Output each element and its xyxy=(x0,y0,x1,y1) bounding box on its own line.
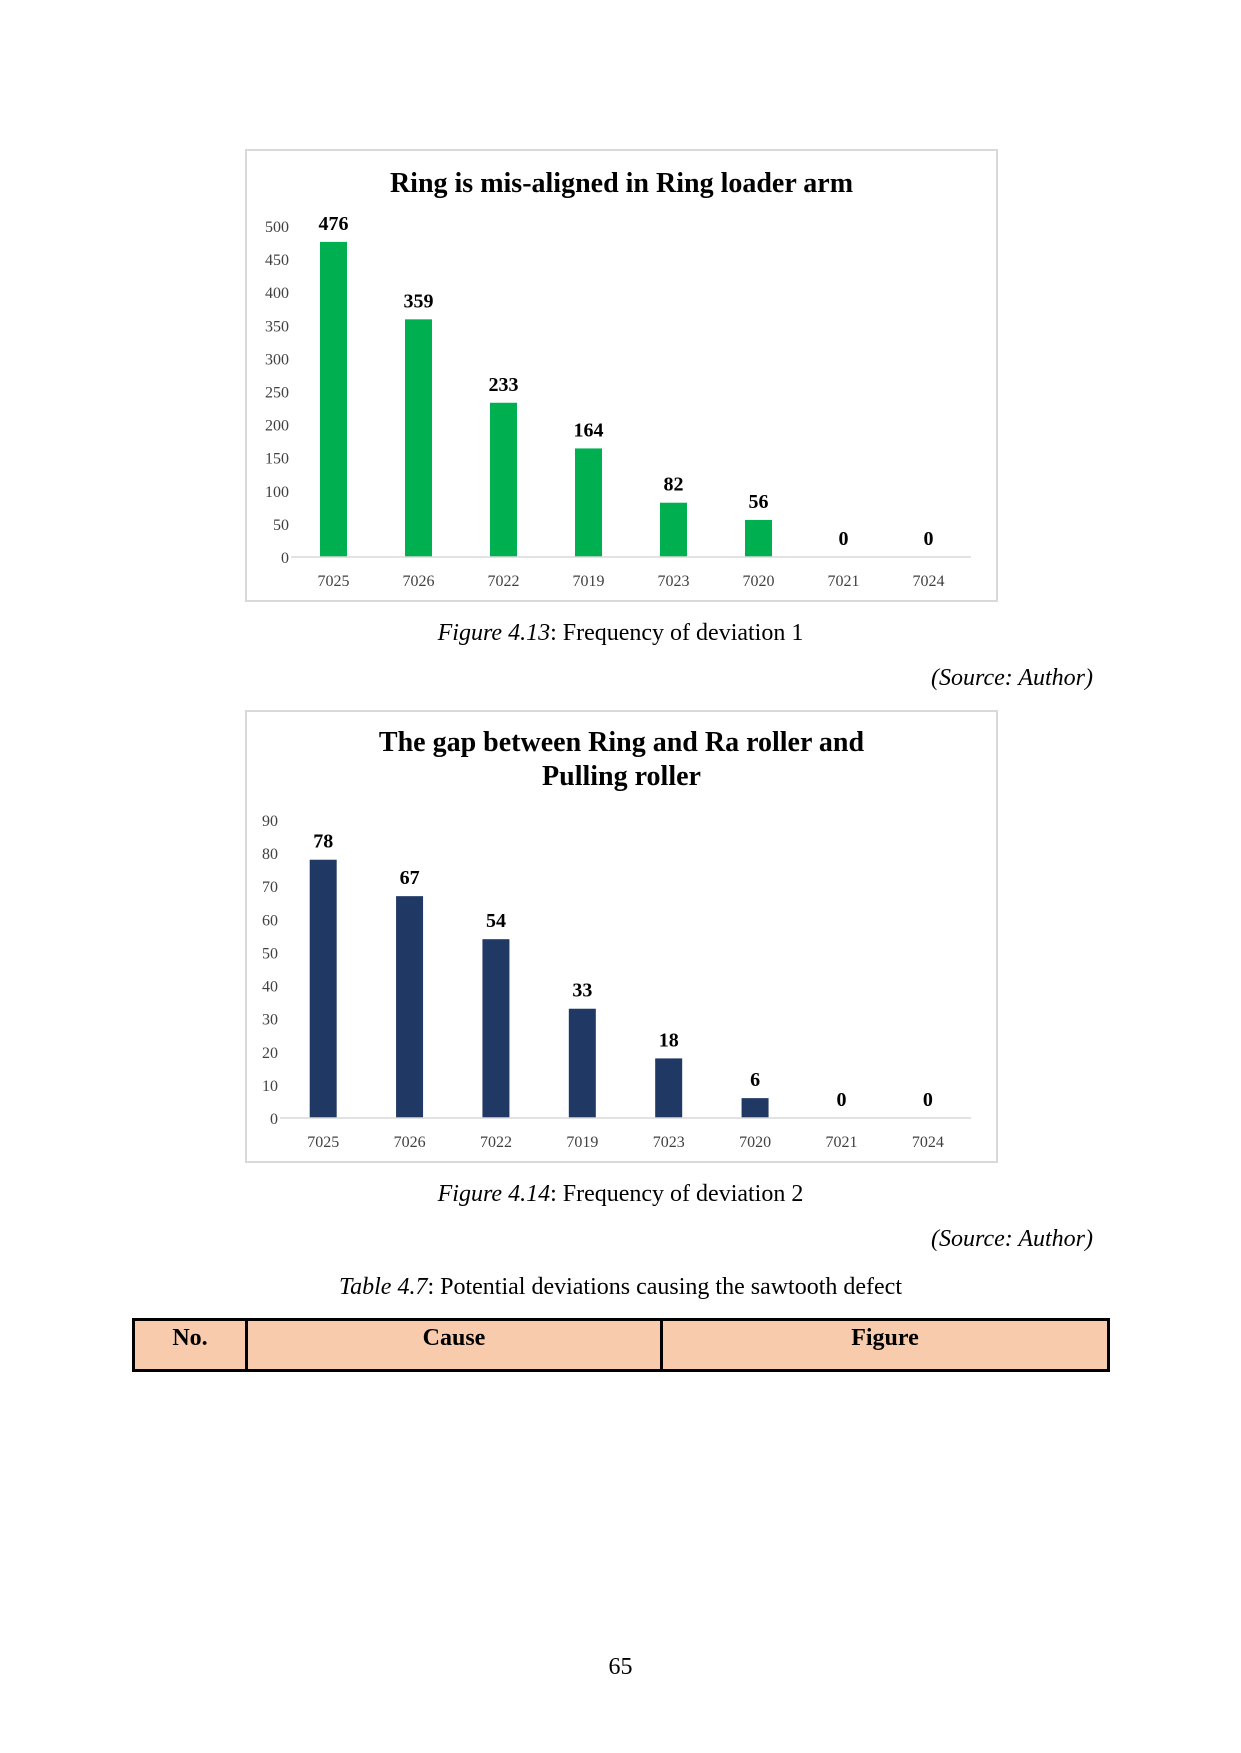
bar xyxy=(569,1009,596,1118)
bar xyxy=(660,503,687,557)
header-no: No. xyxy=(134,1320,247,1371)
table-header-row xyxy=(134,1320,1109,1371)
y-tick-label: 400 xyxy=(265,285,289,303)
x-tick-label: 7025 xyxy=(317,573,350,590)
y-tick-label: 50 xyxy=(262,945,278,963)
bar xyxy=(482,939,509,1118)
deviation-table xyxy=(132,1318,1110,1372)
page-number: 65 xyxy=(608,1654,633,1680)
x-tick-label: 7022 xyxy=(487,573,520,590)
y-tick-label: 350 xyxy=(265,318,289,336)
x-tick-label: 7022 xyxy=(479,1134,512,1151)
x-tick-label: 7019 xyxy=(566,1134,599,1151)
caption-text: : Frequency of deviation 2 xyxy=(550,1181,804,1207)
chart-2-title-line-2: Pulling roller xyxy=(542,761,701,792)
chart-1-title: Ring is mis-aligned in Ring loader arm xyxy=(389,168,854,199)
table-4-7-caption xyxy=(0,1274,1241,1301)
chart-2-title-line-1: The gap between Ring and Ra roller and xyxy=(378,727,865,758)
data-label: 67 xyxy=(399,867,420,890)
bar xyxy=(490,403,517,557)
y-tick-label: 70 xyxy=(262,879,278,897)
data-label: 476 xyxy=(318,212,349,235)
y-tick-label: 60 xyxy=(262,912,278,930)
data-label: 33 xyxy=(572,979,593,1002)
bar xyxy=(655,1058,682,1118)
y-tick-label: 50 xyxy=(273,516,289,534)
y-tick-label: 20 xyxy=(262,1044,278,1062)
y-tick-label: 30 xyxy=(262,1011,278,1029)
bar xyxy=(742,1098,769,1118)
y-tick-label: 80 xyxy=(262,846,278,864)
chart-1 xyxy=(245,149,998,602)
data-label: 0 xyxy=(922,1089,933,1111)
x-tick-label: 7026 xyxy=(393,1134,426,1151)
chart-2-plot xyxy=(247,712,1000,1165)
header-figure: Figure xyxy=(662,1320,1109,1371)
y-tick-label: 450 xyxy=(265,252,289,270)
y-tick-label: 500 xyxy=(265,219,289,236)
figure-4-13-source: (Source: Author) xyxy=(931,665,1093,691)
bar xyxy=(396,896,423,1118)
header-cause: Cause xyxy=(247,1320,662,1371)
data-label: 54 xyxy=(485,910,506,933)
data-label: 0 xyxy=(838,528,849,550)
chart-1-plot xyxy=(247,151,1000,604)
y-tick-label: 0 xyxy=(281,550,289,567)
y-tick-label: 150 xyxy=(265,450,289,468)
data-label: 359 xyxy=(403,290,434,313)
caption-text: : Potential deviations causing the sawtooth defect xyxy=(427,1274,903,1300)
x-tick-label: 7024 xyxy=(911,1134,944,1151)
caption-label: Figure 4.14 xyxy=(437,1181,551,1207)
x-tick-label: 7019 xyxy=(572,573,605,590)
bar xyxy=(320,242,347,557)
y-tick-label: 90 xyxy=(262,813,278,830)
data-label: 233 xyxy=(488,373,519,396)
bar xyxy=(745,520,772,557)
chart-2 xyxy=(245,710,998,1163)
x-tick-label: 7023 xyxy=(652,1134,685,1151)
x-tick-label: 7021 xyxy=(825,1134,858,1151)
bar xyxy=(310,860,337,1118)
x-tick-label: 7020 xyxy=(742,573,775,590)
data-label: 0 xyxy=(836,1089,847,1111)
y-tick-label: 300 xyxy=(265,351,289,369)
figure-4-14-source: (Source: Author) xyxy=(931,1226,1093,1252)
bar xyxy=(575,448,602,557)
data-label: 0 xyxy=(923,528,934,550)
data-label: 18 xyxy=(658,1029,679,1052)
caption-label: Figure 4.13 xyxy=(437,620,551,646)
y-tick-label: 200 xyxy=(265,417,289,435)
bar xyxy=(405,319,432,557)
y-tick-label: 40 xyxy=(262,978,278,996)
figure-4-14-caption xyxy=(0,1181,1241,1208)
y-tick-label: 250 xyxy=(265,384,289,402)
figure-4-13-caption xyxy=(0,620,1241,647)
x-tick-label: 7024 xyxy=(912,573,945,590)
x-tick-label: 7026 xyxy=(402,573,435,590)
y-tick-label: 100 xyxy=(265,483,289,501)
data-label: 82 xyxy=(663,473,684,496)
y-tick-label: 0 xyxy=(270,1111,278,1128)
data-label: 6 xyxy=(750,1069,761,1092)
x-tick-label: 7025 xyxy=(307,1134,340,1151)
x-tick-label: 7023 xyxy=(657,573,690,590)
y-tick-label: 10 xyxy=(262,1077,278,1095)
x-tick-label: 7020 xyxy=(739,1134,772,1151)
data-label: 164 xyxy=(573,419,604,442)
x-tick-label: 7021 xyxy=(827,573,860,590)
caption-text: : Frequency of deviation 1 xyxy=(550,620,804,646)
data-label: 78 xyxy=(313,830,334,853)
data-label: 56 xyxy=(748,490,769,513)
caption-label: Table 4.7 xyxy=(338,1274,428,1300)
